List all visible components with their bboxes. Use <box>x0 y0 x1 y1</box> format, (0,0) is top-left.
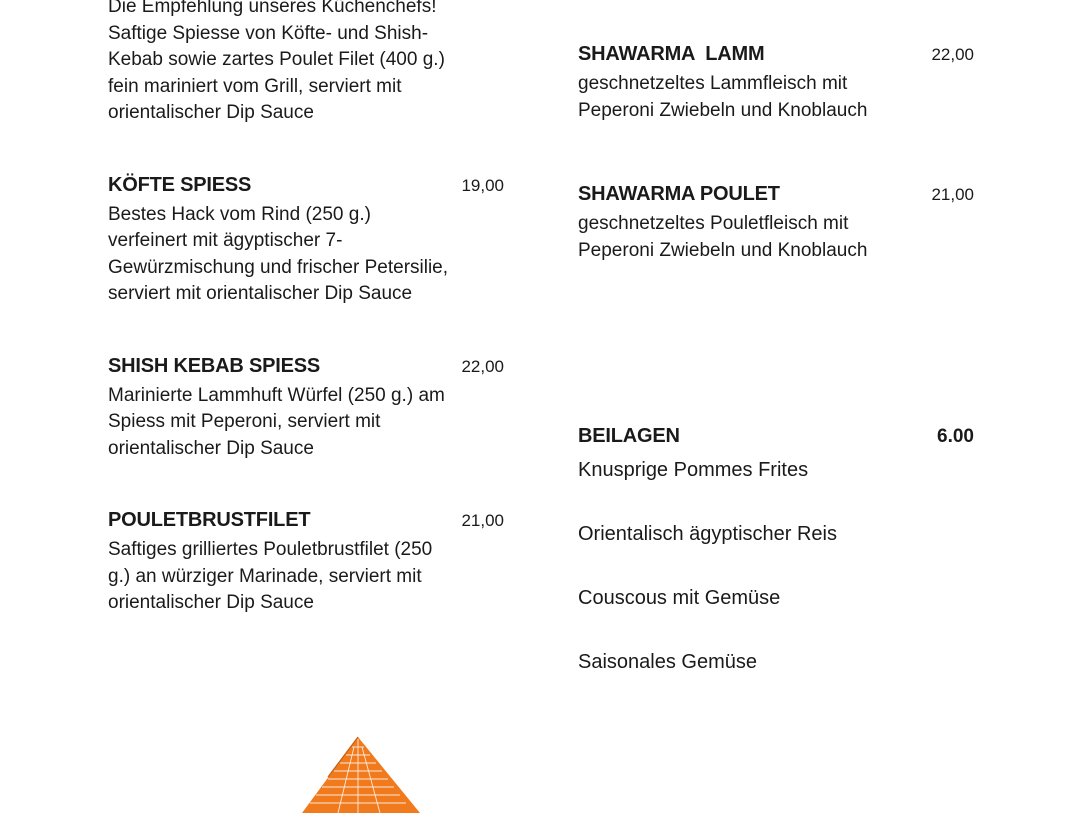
menu-item-price: 19,00 <box>461 175 504 195</box>
sides-title: BEILAGEN <box>578 425 680 447</box>
intro-line: Kebab sowie zartes Poulet Filet (400 g.) <box>108 49 445 70</box>
sides-price: 6.00 <box>937 426 974 447</box>
menu-item-description: Marinierte Lammhuft Würfel (250 g.) am Spiess mit Peperoni, serviert mit orientalischer Dip Sauce <box>108 384 445 459</box>
menu-item-price: 22,00 <box>461 356 504 376</box>
menu-item-name: KÖFTE SPIESS <box>108 173 252 196</box>
menu-item-price: 21,00 <box>931 185 974 204</box>
side-item: Knusprige Pommes Frites <box>578 459 809 481</box>
pyramid-icon <box>300 735 422 815</box>
intro-line: Die Empfehlung unseres Küchenchefs! <box>108 0 437 17</box>
sides-section <box>578 422 974 713</box>
menu-item-description: Saftiges grilliertes Pouletbrustfilet (250 g.) an würziger Marinade, serviert mit orientalischer Dip Sauce <box>108 539 433 613</box>
menu-item-name: SHAWARMA LAMM <box>578 43 765 65</box>
menu-item-pouletbrustfilet <box>108 506 508 617</box>
intro-line: fein mariniert vom Grill, serviert mit <box>108 75 402 97</box>
menu-item-shawarma-poulet <box>578 180 978 264</box>
menu-item-name: POULETBRUSTFILET <box>108 509 311 531</box>
intro-line: orientalischer Dip Sauce <box>108 102 314 123</box>
left-menu-column <box>108 0 508 617</box>
menu-item-description: Bestes Hack vom Rind (250 g.) verfeinert mit ägyptischer 7-Gewürzmischung und frischer Petersilie, serviert mit orientalischer Dip Sauce <box>108 203 449 304</box>
side-item: Couscous mit Gemüse <box>578 587 781 609</box>
right-menu-column <box>578 40 978 320</box>
sides-list <box>578 457 974 675</box>
menu-item-name: SHISH KEBAB SPIESS <box>108 354 321 377</box>
menu-item-description: geschnetzeltes Pouletfleisch mit Peperoni Zwiebeln und Knoblauch <box>578 213 868 261</box>
side-item: Saisonales Gemüse <box>578 651 757 673</box>
menu-item-koefte-spiess <box>108 171 508 308</box>
menu-item-description: geschnetzeltes Lammfleisch mit Peperoni Zwiebeln und Knoblauch <box>578 73 868 121</box>
menu-item-price: 21,00 <box>461 511 504 530</box>
pyramid-shape <box>302 737 420 813</box>
side-item: Orientalisch ägyptischer Reis <box>578 523 837 545</box>
intro-line: Saftige Spiesse von Köfte- und Shish- <box>108 22 429 44</box>
menu-item-price: 22,00 <box>931 45 974 64</box>
menu-item-shish-kebab-spiess <box>108 352 508 463</box>
menu-item-name: SHAWARMA POULET <box>578 183 780 205</box>
menu-item-shawarma-lamm <box>578 40 978 124</box>
chef-recommendation-description <box>108 0 468 127</box>
